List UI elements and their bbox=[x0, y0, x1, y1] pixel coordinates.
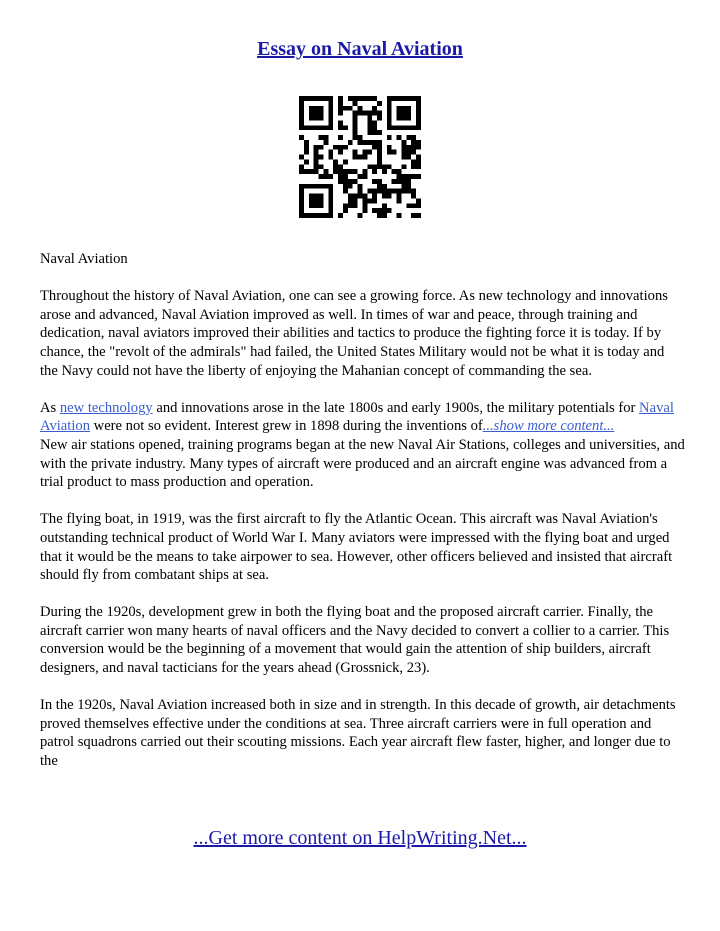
paragraph-3: New air stations opened, training programs began at the new Naval Air Stations, colleges and universities, and with the private industry. Many types of aircraft were produced and an aircraft engine was advanced from a trial product to mass production and operation. bbox=[40, 436, 685, 491]
essay-heading: Naval Aviation bbox=[40, 251, 128, 267]
link-aviation[interactable]: Aviation bbox=[40, 418, 90, 435]
get-more-content-link[interactable]: ...Get more content on HelpWriting.Net... bbox=[193, 827, 527, 849]
paragraph-1: Throughout the history of Naval Aviation, one can see a growing force. As new technology and innovations arose and advanced, Naval Aviation improved as well. In times of war and peace, through training and dedication, naval aviators improved their abilities and tactics to produce the fighting force it is today. If by chance, the "revolt of the admirals" had failed, the United States Military would not be what it is today and the Navy could not have the liberty of enjoying the Mahanian concept of commanding the sea. bbox=[40, 288, 668, 379]
link-new-technology[interactable]: new technology bbox=[59, 399, 153, 416]
document-title[interactable]: Essay on Naval Aviation bbox=[257, 38, 463, 60]
qr-code-icon bbox=[299, 96, 421, 218]
paragraph-2-text-4: were not so evident. Interest grew in 1898 during the inventions of bbox=[90, 418, 483, 435]
paragraph-4: The flying boat, in 1919, was the first aircraft to fly the Atlantic Ocean. This aircraft was Naval Aviation's outstanding technical product of World War I. Many aviators were impressed with the flying boat and urged that it would be the means to take airpower to sea. However, other officers believed and insisted that aircraft should fly from combatant ships at sea. bbox=[40, 511, 673, 584]
paragraph-6: In the 1920s, Naval Aviation increased both in size and in strength. In this decade of growth, air detachments proved themselves effective under the conditions at sea. Three aircraft carriers were in full operation and patrol squadrons carried out their scouting missions. Each year aircraft flew faster, higher, and longer due to the bbox=[40, 697, 676, 770]
essay-body bbox=[40, 250, 685, 789]
paragraph-2-text-1: As bbox=[40, 399, 60, 416]
paragraph-2-text-2: and innovations arose in the late 1800s and early 1900s, the military potentials for bbox=[152, 399, 640, 416]
link-naval[interactable]: Naval bbox=[639, 399, 674, 416]
paragraph-2 bbox=[40, 399, 685, 436]
show-more-link[interactable]: ...show more content... bbox=[482, 418, 615, 435]
paragraph-5: During the 1920s, development grew in both the flying boat and the proposed aircraft carrier. Finally, the aircraft carrier won many hearts of naval officers and the Navy decided to convert a collier to a carrier. This conversion would be the beginning of a movement that would gain the attention of ship builders, aircraft designers, and naval tacticians for the years ahead (Grossnick, 23). bbox=[40, 604, 670, 677]
